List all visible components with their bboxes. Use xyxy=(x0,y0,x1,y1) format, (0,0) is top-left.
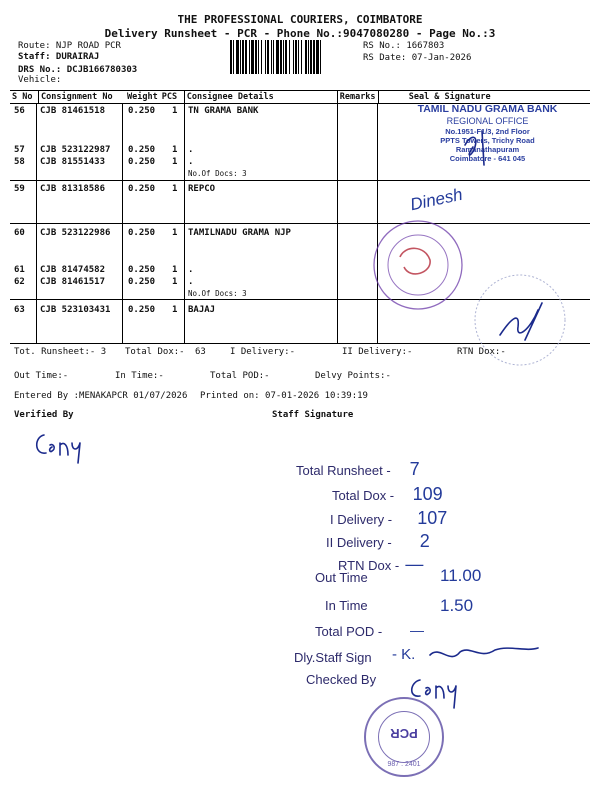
signature-seals xyxy=(370,95,595,375)
in-time-value: 1.50 xyxy=(440,596,474,615)
row-pcs: 1 xyxy=(172,228,178,238)
row-consignee: TAMILNADU GRAMA NJP xyxy=(188,228,291,238)
staff-text: Staff: DURAIRAJ xyxy=(18,52,100,62)
row-weight: 0.250 xyxy=(128,157,156,167)
row-weight: 0.250 xyxy=(128,145,156,155)
document-title: THE PROFESSIONAL COURIERS, COIMBATORE xyxy=(177,13,423,26)
printed-on: Printed on: 07-01-2026 10:39:19 xyxy=(200,391,368,401)
row-consignment: CJB 523103431 xyxy=(40,305,111,315)
row-weight: 0.250 xyxy=(128,265,156,275)
row-sno: 56 xyxy=(14,106,25,116)
out-time: Out Time:- xyxy=(14,371,69,381)
in-time-label: In Time xyxy=(325,598,368,613)
bank-stamp-line1: No.1951-F1/3, 2nd Floor xyxy=(445,127,530,136)
row-pcs: 1 xyxy=(172,184,178,194)
entered-by: Entered By :MENAKAPCR 01/07/2026 xyxy=(14,391,188,401)
i-delivery: I Delivery:- xyxy=(230,347,296,357)
total-pod-stamp-value: — xyxy=(410,622,424,638)
row-sno: 60 xyxy=(14,228,25,238)
out-time-value: 11.00 xyxy=(440,566,482,585)
row-weight: 0.250 xyxy=(128,305,156,315)
rs-number: RS No.: 1667803 xyxy=(363,41,445,51)
row-consignee: . xyxy=(188,145,194,155)
col-weight: Weight xyxy=(127,92,158,102)
vehicle-text: Vehicle: xyxy=(18,75,62,85)
summary-label: Total Dox - xyxy=(332,488,395,503)
row-consignee: . xyxy=(188,277,194,287)
barcode xyxy=(230,40,323,74)
row-consignee: TN GRAMA BANK xyxy=(188,106,259,116)
summary-value: 7 xyxy=(409,459,420,479)
bank-stamp-name: TAMIL NADU GRAMA BANK xyxy=(417,103,558,115)
rtn-dox: RTN Dox:- xyxy=(457,347,506,357)
summary-value: — xyxy=(405,554,424,574)
summary-value: 2 xyxy=(419,531,430,551)
row-pcs: 1 xyxy=(172,265,178,275)
col-consignment: Consignment No xyxy=(39,91,126,104)
initials-scribble xyxy=(465,131,484,165)
total-pod-stamp-label: Total POD - xyxy=(315,624,383,639)
col-remarks: Remarks xyxy=(337,91,378,104)
row-consignment: CJB 81551433 xyxy=(40,157,106,167)
total-dox-value: 63 xyxy=(195,347,206,357)
pcr-stamp-ring: 987 . 2401 xyxy=(387,761,421,768)
verified-by: Verified By xyxy=(14,410,74,420)
row-consignment: CJB 81318586 xyxy=(40,184,106,194)
row-sno: 59 xyxy=(14,184,25,194)
rs-date: RS Date: 07-Jan-2026 xyxy=(363,53,472,63)
row-consignment: CJB 523122986 xyxy=(40,228,111,238)
staff-sign-label: Dly.Staff Sign xyxy=(294,650,372,665)
row-pcs: 1 xyxy=(172,305,178,315)
row-sno: 62 xyxy=(14,277,25,287)
drs-number: DRS No.: DCJB166780303 xyxy=(18,65,138,75)
in-time: In Time:- xyxy=(115,371,164,381)
row-sno: 61 xyxy=(14,265,25,275)
summary-label: I Delivery - xyxy=(330,512,393,527)
row-consignee: . xyxy=(188,265,194,275)
row-weight: 0.250 xyxy=(128,106,156,116)
summary-value: 109 xyxy=(412,484,443,504)
row-pcs: 1 xyxy=(172,145,178,155)
row-consignee: REPCO xyxy=(188,184,216,194)
row-weight: 0.250 xyxy=(128,228,156,238)
col-pcs: PCS xyxy=(160,91,185,104)
row-consignment: CJB 81474582 xyxy=(40,265,106,275)
total-pod: Total POD:- xyxy=(210,371,270,381)
col-seal: Seal & Signature xyxy=(378,91,590,104)
staff-sign-value: - K. xyxy=(392,646,416,663)
row-sno: 58 xyxy=(14,157,25,167)
row-consignment: CJB 81461518 xyxy=(40,106,106,116)
verified-signature xyxy=(30,425,90,465)
row-sno: 63 xyxy=(14,305,25,315)
handwritten-name: Dinesh xyxy=(408,184,465,215)
ii-delivery: II Delivery:- xyxy=(342,347,413,357)
summary-label: RTN Dox - xyxy=(338,558,400,573)
row-pcs: 1 xyxy=(172,106,178,116)
summary-value: 107 xyxy=(417,508,448,528)
row-consignment: CJB 81461517 xyxy=(40,277,106,287)
row-consignee: . xyxy=(188,157,194,167)
out-time-label: Out Time xyxy=(315,570,368,585)
col-consignee: Consignee Details xyxy=(184,91,337,104)
total-dox-label: Total Dox:- xyxy=(125,347,185,357)
row-weight: 0.250 xyxy=(128,184,156,194)
row-weight: 0.250 xyxy=(128,277,156,287)
pcr-stamp-text: PCR xyxy=(390,726,418,741)
checked-by-label: Checked By xyxy=(306,672,377,687)
row-pcs: 1 xyxy=(172,157,178,167)
staff-signature-scribble xyxy=(430,648,538,657)
delvy-points: Delvy Points:- xyxy=(315,371,391,381)
bank-stamp-line4: Coimbatore - 641 045 xyxy=(449,154,526,163)
row-consignee: BAJAJ xyxy=(188,305,216,315)
round-seal xyxy=(374,221,462,309)
summary-label: II Delivery - xyxy=(326,535,392,550)
row-consignment: CJB 523122987 xyxy=(40,145,111,155)
row-doc-count: No.Of Docs: 3 xyxy=(188,169,247,178)
route-text: Route: NJP ROAD PCR xyxy=(18,41,121,51)
row-doc-count: No.Of Docs: 3 xyxy=(188,289,247,298)
row-pcs: 1 xyxy=(172,277,178,287)
document-subtitle: Delivery Runsheet - PCR - Phone No.:9047080280 - Page No.:3 xyxy=(104,27,496,40)
signature-scribble xyxy=(500,303,542,340)
row-sno: 57 xyxy=(14,145,25,155)
bank-stamp-line2: PPTS Towers, Trichy Road xyxy=(440,136,535,145)
staff-signature: Staff Signature xyxy=(272,410,354,420)
bank-stamp-office: REGIONAL OFFICE xyxy=(446,116,529,126)
col-sno: S No xyxy=(10,91,39,104)
summary-label: Total Runsheet - xyxy=(296,463,391,478)
bank-stamp-line3: Ramanathapuram xyxy=(455,145,520,154)
total-runsheet: Tot. Runsheet:- 3 xyxy=(14,347,107,357)
pcr-stamp xyxy=(364,697,444,777)
